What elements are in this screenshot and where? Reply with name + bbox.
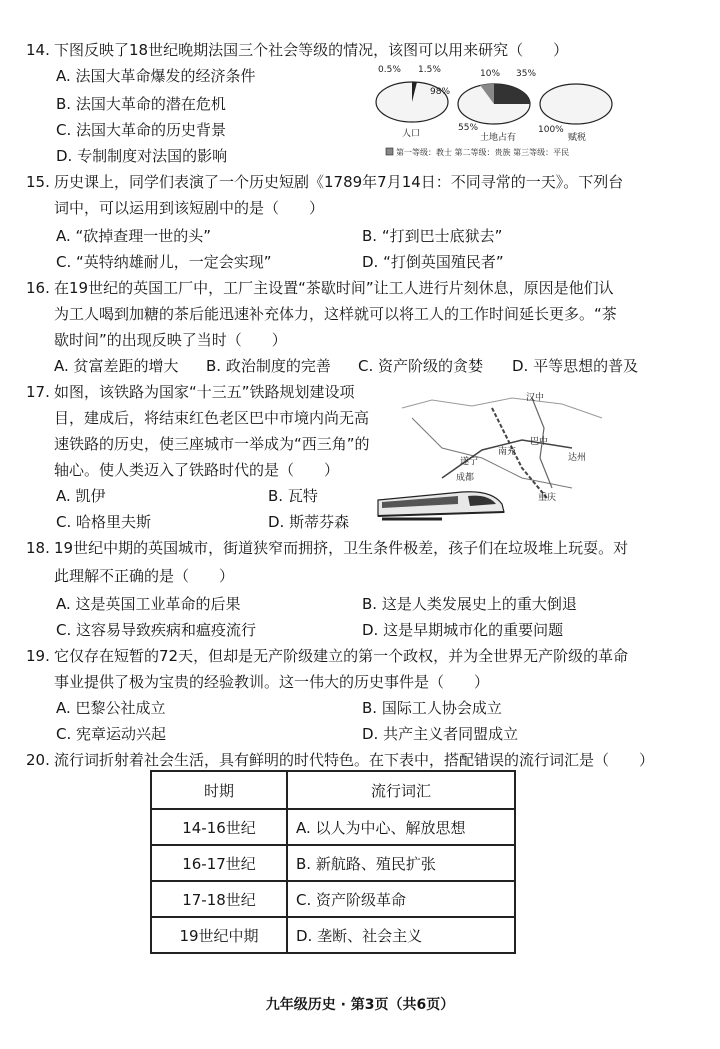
city-hanzhong: 汉中 [526,393,545,403]
pie2-pct-third: 55% [458,123,479,133]
q15-option-c: C. “英特纳雄耐儿，一定会实现” [56,253,272,271]
q19-option-d: D. 共产主义者同盟成立 [362,725,519,743]
table-row [151,809,515,845]
table-cell-period: 14-16世纪 [151,809,287,845]
q16-option-d: D. 平等思想的普及 [512,357,639,375]
table-header-period: 时期 [151,771,287,809]
table-cell-period: 17-18世纪 [151,881,287,917]
pie1-pct-third: 98% [430,87,451,97]
q19-option-a: A. 巴黎公社成立 [56,699,166,717]
q19-option-b: B. 国际工人协会成立 [362,699,502,717]
page-footer: 九年级历史 · 第3页（共6页） [265,997,455,1013]
q15-option-b: B. “打到巴士底狱去” [362,227,503,245]
question-17-stem-line4: 轴心。使人类迈入了铁路时代的是（ ） [54,461,340,479]
q14-option-a: A. 法国大革命爆发的经济条件 [56,67,256,85]
q17-option-b: B. 瓦特 [268,487,318,505]
city-bazhong: 巴中 [530,437,549,447]
city-chongqing: 重庆 [538,493,557,503]
q17-option-d: D. 斯蒂芬森 [268,513,350,531]
period-slang-table [150,770,516,954]
q14-option-c: C. 法国大革命的历史背景 [56,121,227,139]
question-17-stem-line2: 目，建成后，将结束红色老区巴中市境内尚无高 [54,409,370,427]
question-19-stem-line1: 19. 它仅存在短暂的72天，但却是无产阶级建立的第一个政权，并为全世界无产阶级的革命 [26,647,629,665]
question-14-stem: 14. 下图反映了18世纪晚期法国三个社会等级的情况，该图可以用来研究（ ） [26,41,569,59]
question-16-stem-line2: 为工人喝到加糖的茶后能迅速补充体力，这样就可以将工人的工作时间延长更多。“茶 [54,305,617,323]
q18-option-d: D. 这是早期城市化的重要问题 [362,621,564,639]
q16-option-a: A. 贫富差距的增大 [54,357,179,375]
city-nanchong: 南充 [498,447,517,457]
table-row [151,881,515,917]
pie3-label: 赋税 [568,133,587,143]
pie-population [376,65,450,139]
pie3-pct: 100% [538,125,564,135]
q16-option-b: B. 政治制度的完善 [206,357,331,375]
table-cell-period: 16-17世纪 [151,845,287,881]
table-header-slang: 流行词汇 [287,771,515,809]
q17-option-a: A. 凯伊 [56,487,106,505]
question-19-stem-line2: 事业提供了极为宝贵的经验教训。这一伟大的历史事件是（ ） [54,673,490,691]
question-17-stem-line3: 速铁路的历史，使三座城市一举成为“西三角”的 [54,435,370,453]
q15-option-a: A. “砍掉查理一世的头” [56,227,212,245]
table-row [151,917,515,953]
pie1-pct-first: 0.5% [378,65,401,75]
q16-option-c: C. 资产阶级的贪婪 [358,357,484,375]
table-row [151,845,515,881]
q14-option-d: D. 专制制度对法国的影响 [56,147,228,165]
pie-legend [386,147,569,157]
pie-legend-text: 第一等级：教士 第二等级：贵族 第三等级：平民 [396,148,570,157]
pie2-pct-second: 35% [516,69,537,79]
pie-land [458,69,536,143]
q18-option-c: C. 这容易导致疾病和瘟疫流行 [56,621,257,639]
city-dazhou: 达州 [568,453,587,463]
pie-tax [538,84,612,143]
question-18-stem-line1: 18. 19世纪中期的英国城市，街道狭窄而拥挤，卫生条件极差，孩子们在垃圾堆上玩耍。对 [26,539,629,557]
question-15-stem-line1: 15. 历史课上，同学们表演了一个历史短剧《1789年7月14日：不同寻常的一天》。下列台 [26,173,624,191]
pie1-pct-second: 1.5% [418,65,441,75]
question-16-stem-line3: 歇时间”的出现反映了当时（ ） [54,331,287,349]
table-cell-slang: C. 资产阶级革命 [287,881,515,917]
question-16-stem-line1: 16. 在19世纪的英国工厂中，工厂主设置“茶歇时间”让工人进行片刻休息，原因是他们认 [26,279,614,297]
question-15-stem-line2: 词中，可以运用到该短剧中的是（ ） [54,199,325,217]
railway-map [372,388,608,530]
q18-option-a: A. 这是英国工业革命的后果 [56,595,241,613]
table-cell-slang: A. 以人为中心、解放思想 [287,809,515,845]
pie1-label: 人口 [402,129,421,139]
pie2-label: 土地占有 [480,133,517,143]
table-cell-slang: B. 新航路、殖民扩张 [287,845,515,881]
question-17-stem-line1: 17. 如图，该铁路为国家“十三五”铁路规划建设项 [26,383,355,401]
q18-option-b: B. 这是人类发展史上的重大倒退 [362,595,577,613]
social-estates-pie-charts [370,60,620,160]
q17-option-c: C. 哈格里夫斯 [56,513,152,531]
train-illustration [378,492,504,519]
table-cell-period: 19世纪中期 [151,917,287,953]
table-header-row [151,771,515,809]
city-suining: 遂宁 [460,457,479,467]
table-cell-slang: D. 垄断、社会主义 [287,917,515,953]
question-18-stem-line2: 此理解不正确的是（ ） [54,567,235,585]
pie2-pct-first: 10% [480,69,501,79]
q19-option-c: C. 宪章运动兴起 [56,725,167,743]
city-chengdu: 成都 [456,473,475,483]
question-20-stem: 20. 流行词折射着社会生活，具有鲜明的时代特色。在下表中，搭配错误的流行词汇是（ ） [26,751,655,769]
q14-option-b: B. 法国大革命的潜在危机 [56,95,226,113]
q15-option-d: D. “打倒英国殖民者” [362,253,504,271]
